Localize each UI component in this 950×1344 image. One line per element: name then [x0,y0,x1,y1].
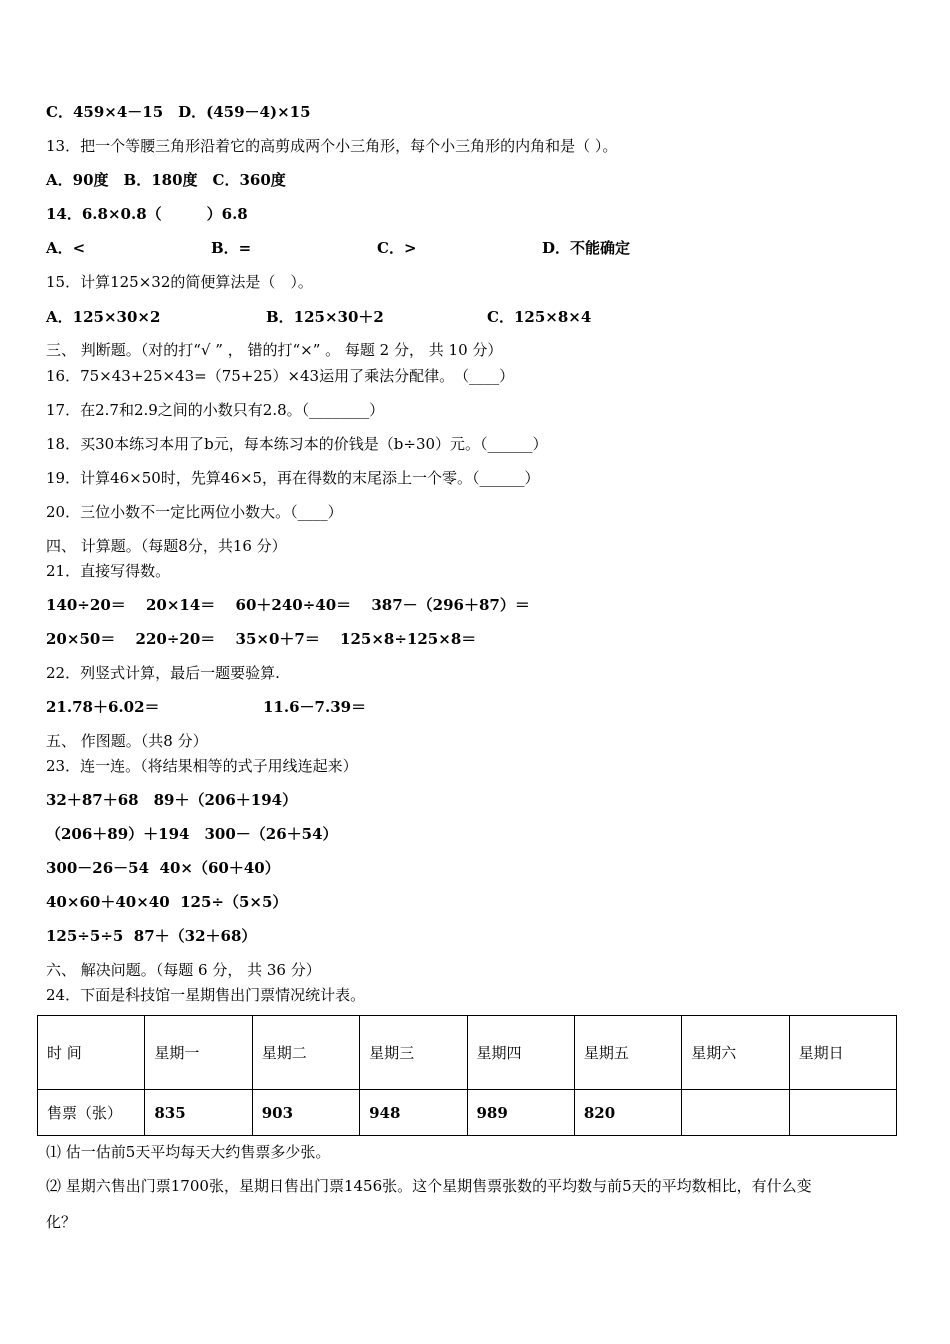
question-14-option-d: D．不能确定 [542,239,631,257]
question-22: 22．列竖式计算，最后一题要验算. [46,664,280,682]
question-17: 17．在2.7和2.9之间的小数只有2.8。（________） [46,401,385,419]
question-14: 14．6.8×0.8（ ）6.8 [46,205,248,223]
question-23-row-4: 40×60＋40×40 125÷（5×5） [46,893,288,911]
question-21-row-1: 140÷20＝ 20×14＝ 60＋240÷40＝ 387－（296＋87）＝ [46,596,530,614]
section-4-heading: 四、 计算题。（每题8分，共16 分） [46,537,287,555]
question-15-option-b: B．125×30＋2 [266,308,384,326]
value-cell: 989 [467,1090,574,1136]
question-20: 20．三位小数不一定比两位小数大。（____） [46,503,343,521]
question-24-part-2-continued: 化？ [46,1213,77,1231]
table-header-row [38,1016,897,1090]
row-label-cell: 售票（张） [38,1090,145,1136]
value-cell: 903 [252,1090,359,1136]
question-22-item-a: 21.78＋6.02＝ [46,698,160,716]
option-line-12: C．459×4－15 D．(459－4)×15 [46,103,311,121]
header-cell: 星期二 [252,1016,359,1090]
question-13-options: A．90度 B．180度 C．360度 [46,171,286,189]
question-22-item-b: 11.6－7.39＝ [263,698,367,716]
question-21-row-2: 20×50＝ 220÷20＝ 35×0＋7＝ 125×8÷125×8＝ [46,630,477,648]
question-23-row-3: 300－26－54 40×（60＋40） [46,859,280,877]
value-cell: 948 [360,1090,467,1136]
question-14-option-a: A．< [46,239,86,257]
question-18: 18．买30本练习本用了b元，每本练习本的价钱是（b÷30）元。（______） [46,435,548,453]
question-14-option-b: B．= [211,239,252,257]
question-16: 16．75×43+25×43=（75+25）×43运用了乘法分配律。 （____） [46,367,515,385]
table-row [38,1090,897,1136]
value-cell [682,1090,789,1136]
section-6-heading: 六、 解决问题。（每题 6 分， 共 36 分） [46,961,321,979]
question-15-option-c: C．125×8×4 [487,308,592,326]
question-14-option-c: C．> [377,239,417,257]
question-23-row-5: 125÷5÷5 87＋（32＋68） [46,927,257,945]
value-cell [789,1090,896,1136]
header-cell: 时 间 [38,1016,145,1090]
question-19: 19．计算46×50时，先算46×5，再在得数的末尾添上一个零。（______） [46,469,540,487]
question-15: 15．计算125×32的简便算法是（ ）。 [46,273,313,291]
question-21: 21．直接写得数。 [46,562,171,580]
question-13: 13．把一个等腰三角形沿着它的高剪成两个小三角形，每个小三角形的内角和是（ ）。 [46,137,618,155]
value-cell: 820 [574,1090,681,1136]
value-cell: 835 [145,1090,252,1136]
question-23-row-2: （206＋89）＋194 300－（26＋54） [46,825,338,843]
section-3-heading: 三、 判断题。（对的打“√ ” ， 错的打“×” 。 每题 2 分， 共 10 分） [46,341,503,359]
question-23: 23．连一连。（将结果相等的式子用线连起来） [46,757,358,775]
header-cell: 星期四 [467,1016,574,1090]
header-cell: 星期三 [360,1016,467,1090]
header-cell: 星期六 [682,1016,789,1090]
header-cell: 星期一 [145,1016,252,1090]
question-24-part-2: ⑵ 星期六售出门票1700张，星期日售出门票1456张。这个星期售票张数的平均数与前5天的平均数相比，有什么变 [46,1177,812,1195]
question-24-part-1: ⑴ 估一估前5天平均每天大约售票多少张。 [46,1143,331,1161]
ticket-sales-table [37,1015,897,1136]
header-cell: 星期日 [789,1016,896,1090]
question-23-row-1: 32＋87＋68 89＋（206＋194） [46,791,298,809]
header-cell: 星期五 [574,1016,681,1090]
question-24: 24．下面是科技馆一星期售出门票情况统计表。 [46,986,366,1004]
section-5-heading: 五、 作图题。（共8 分） [46,732,208,750]
question-15-option-a: A．125×30×2 [46,308,161,326]
